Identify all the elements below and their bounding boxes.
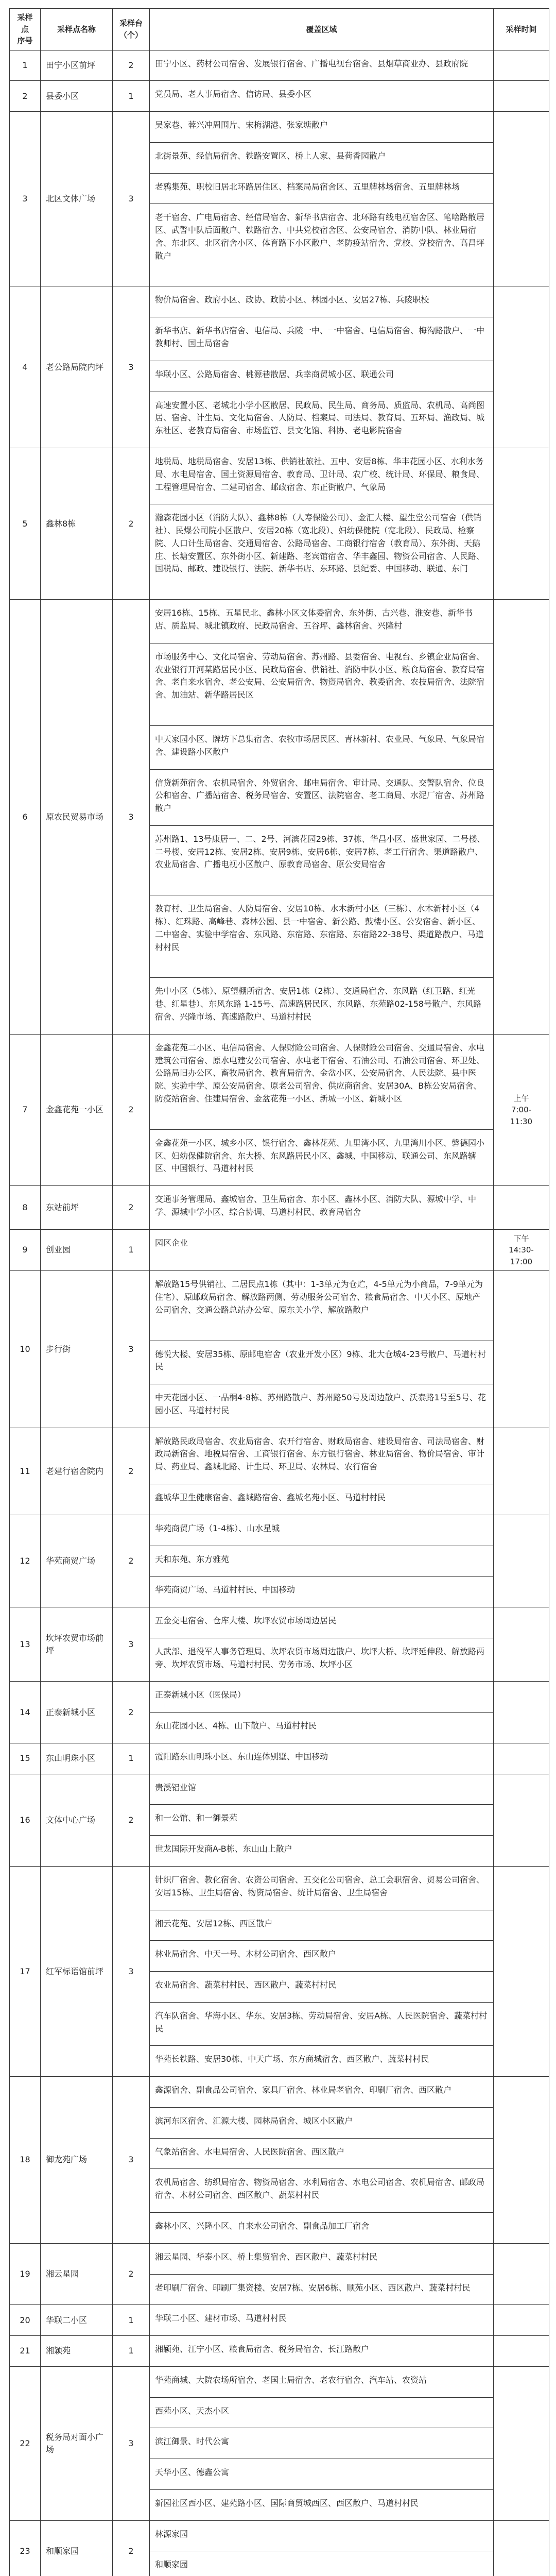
count-cell: 3 <box>113 1866 150 2076</box>
coverage-cell <box>150 286 494 448</box>
coverage-cell <box>150 1682 494 1743</box>
serial-cell: 4 <box>10 286 41 448</box>
serial-cell: 21 <box>10 2336 41 2367</box>
coverage-segment: 信贷新苑宿舍、农机局宿舍、外贸宿舍、邮电局宿舍、审计局、交通队、交警队宿舍、位良公和宿舍、广播站宿舍、税务局宿舍、安置区、法院宿舍、老工商局、水泥厂宿舍、苏州路散户 <box>150 770 493 826</box>
coverage-segment: 地税局、地税局宿舍、安居13栋、供销社旅社、五中、安居8栋、华丰花园小区、水利水务局、水电局宿舍、国土资源局宿舍、教育局、卫计局、农广校、统计局、环保局、粮食局、工程管理局宿舍、二建司宿舍、邮政宿舍、东正街散户、气象局 <box>150 448 493 504</box>
time-cell <box>494 600 549 1035</box>
coverage-segment: 针织厂宿舍、教化宿舍、农资公司宿舍、五交化公司宿舍、总工会职宿舍、贸易公司宿舍、安居15栋、卫生局宿舍、物资局宿舍、统计局宿舍、卫生局宿舍 <box>150 1867 493 1910</box>
table-row <box>10 1682 549 1743</box>
header-time: 采样时间 <box>494 9 549 50</box>
count-cell: 1 <box>113 2336 150 2367</box>
coverage-segment: 园区企业 <box>155 1238 188 1248</box>
site-name-cell: 鑫林8栋 <box>41 448 113 599</box>
coverage-segment: 先中小区（5栋）、原望棚所宿舍、安居1栋（2栋）、交通局宿舍、东风路（红卫路、红光巷、红星巷）、东风东路 1-15号、高速路居民区、东风路、东苑路02-158号散户、东风路宿舍、兴隆市场、高速路散户、马道村村民 <box>155 986 482 1022</box>
time-cell <box>494 1774 549 1866</box>
table-row <box>10 1774 549 1866</box>
coverage-segment: 党员局、老人事局宿舍、信访局、县委小区 <box>155 89 312 99</box>
serial-cell: 19 <box>10 2243 41 2305</box>
coverage-cell <box>150 1866 494 2076</box>
time-cell <box>494 50 549 81</box>
count-cell: 3 <box>113 286 150 448</box>
site-name-cell: 正泰新城小区 <box>41 1682 113 1743</box>
coverage-cell <box>150 1186 494 1230</box>
time-cell <box>494 2366 549 2520</box>
coverage-segment: 东山花园小区、4栋、山下散户、马道村村民 <box>155 1721 317 1731</box>
table-row <box>10 286 549 448</box>
site-name-cell: 湘颖苑 <box>41 2336 113 2367</box>
serial-cell: 15 <box>10 1743 41 1774</box>
count-cell: 2 <box>113 2243 150 2305</box>
time-cell <box>494 2243 549 2305</box>
serial-cell: 2 <box>10 81 41 112</box>
table-row <box>10 1229 549 1271</box>
site-name-cell: 金鑫花苑一小区 <box>41 1034 113 1185</box>
coverage-cell <box>150 600 494 1035</box>
coverage-cell <box>150 1607 494 1682</box>
coverage-cell <box>150 2243 494 2305</box>
time-cell <box>494 1515 549 1607</box>
table-row <box>10 1743 549 1774</box>
time-cell: 上午 7:00- 11:30 <box>494 1034 549 1185</box>
document <box>9 8 549 2576</box>
coverage-segment: 金鑫花苑二小区、电信局宿舍、人保财险公司宿舍、人保财险公司宿舍、交通局宿舍、水电建筑公司宿舍、原水电建安公司宿舍、水电老干宿舍、石油公司、石油公司宿舍、环卫处、公路局旧办公区、畜牧局宿舍、教育局宿舍、金盆小区、公安局宿舍、人民法院、县中医院、实验中学、原公安局宿舍、原老公司宿舍、供应商宿舍、安居30A、B栋公安局宿舍、防疫站宿舍、住建局宿舍、金盆花苑一小区、新城一小区、新城小区 <box>150 1035 493 1130</box>
coverage-segment: 世龙国际开发商A-B栋、东山山上散户 <box>155 1844 292 1854</box>
coverage-segment: 鑫林小区、兴隆小区、自来水公司宿舍、副食品加工厂宿舍 <box>155 2221 370 2231</box>
table-row <box>10 1515 549 1607</box>
coverage-segment: 安居16栋、15栋、五星民北、鑫林小区文体委宿舍、东外街、古兴巷、淮安巷、新华书店、质监局、城北镇政府、民政局宿舍、五谷坪、鑫林宿舍、兴隆村 <box>150 600 493 643</box>
coverage-segment: 滨江御景、时代公寓 <box>150 2428 493 2459</box>
header-site-name: 采样点名称 <box>41 9 113 50</box>
serial-cell: 11 <box>10 1428 41 1515</box>
coverage-cell <box>150 1515 494 1607</box>
site-name-cell: 北区文体广场 <box>41 112 113 286</box>
site-name-cell: 湘云星园 <box>41 2243 113 2305</box>
serial-cell: 23 <box>10 2520 41 2576</box>
coverage-segment: 天华小区、德鑫公寓 <box>150 2459 493 2490</box>
count-cell: 1 <box>113 2305 150 2336</box>
count-cell: 2 <box>113 1428 150 1515</box>
coverage-segment: 教育村、卫生局宿舍、人防局宿舍、安居10栋、水木新村小区（三栋）、水木新村小区（4栋）、红珠路、高峰巷、森林公园、县一中宿舍、新公路、鼓楼小区、公安宿舍、新小区、二中宿舍、实验中学宿舍、东风路、东宿路、东宿路、东宿路22-38号、渠道路散户、马道村村民 <box>150 895 493 978</box>
header-coverage: 覆盖区域 <box>150 9 494 50</box>
serial-cell: 3 <box>10 112 41 286</box>
site-name-cell: 华苑商贸广场 <box>41 1515 113 1607</box>
site-name-cell: 东山明珠小区 <box>41 1743 113 1774</box>
table-row <box>10 1607 549 1682</box>
coverage-cell <box>150 1271 494 1428</box>
table-row <box>10 2366 549 2520</box>
count-cell: 2 <box>113 1186 150 1230</box>
count-cell: 1 <box>113 1743 150 1774</box>
site-name-cell: 税务局对面小广场 <box>41 2366 113 2520</box>
coverage-segment: 北街景苑、经信局宿舍、铁路安置区、桥上人家、县荷香园散户 <box>150 143 493 174</box>
time-cell <box>494 1428 549 1515</box>
coverage-segment: 解放路民政局宿舍、农业局宿舍、农开行宿舍、财政局宿舍、建设局宿舍、司法局宿舍、财政局新宿舍、地税局宿舍、工商银行宿舍、东方银行宿舍、林业局宿舍、物价局宿舍、审计局、药业局、鑫城北路、计生局、环卫局、农林局、农行宿舍 <box>150 1428 493 1484</box>
count-cell: 1 <box>113 1229 150 1271</box>
count-cell: 3 <box>113 1271 150 1428</box>
coverage-segment: 湘云花苑、安居12栋、西区散户 <box>150 1910 493 1941</box>
table-row <box>10 600 549 1035</box>
site-name-cell: 文体中心广场 <box>41 1774 113 1866</box>
coverage-cell <box>150 2305 494 2336</box>
coverage-cell <box>150 1229 494 1271</box>
coverage-cell <box>150 1743 494 1774</box>
count-cell: 2 <box>113 1682 150 1743</box>
coverage-segment: 汽车队宿舍、华海小区、华东、安居3栋、劳动局宿舍、安居A栋、人民医院宿舍、蔬菜村村民 <box>150 2003 493 2046</box>
coverage-segment: 德悦大楼、安居35栋、原邮电宿舍（农业开发小区）9栋、北大仓城4-23号散户、马道村村民 <box>150 1341 493 1385</box>
serial-cell: 13 <box>10 1607 41 1682</box>
coverage-segment: 农机局宿舍、纺织局宿舍、物资局宿舍、水利局宿舍、水电公司宿舍、农机局宿舍、邮政局宿舍、木材公司宿舍、西区散户、蔬菜村村民 <box>150 2169 493 2213</box>
table-row <box>10 2336 549 2367</box>
coverage-segment: 高速安置小区、老城北小学小区散居、民政局、民生局、商务局、质监局、农机局、高尚图居、宿舍、计生局、文化局宿舍、人防局、档案局、司法局、教育局、五环局、渔政局、城东社区、老教育局宿舍、市场监管、县文化馆、科协、老电影院宿舍 <box>155 400 485 436</box>
count-cell: 1 <box>113 81 150 112</box>
table-row <box>10 448 549 599</box>
site-name-cell: 步行街 <box>41 1271 113 1428</box>
coverage-segment: 五金交电宿舍、仓库大楼、坎坪农贸市场周边居民 <box>150 1607 493 1638</box>
table-row <box>10 2243 549 2305</box>
serial-cell: 14 <box>10 1682 41 1743</box>
serial-cell: 7 <box>10 1034 41 1185</box>
site-name-cell: 田宁小区前坪 <box>41 50 113 81</box>
count-cell: 3 <box>113 600 150 1035</box>
table-header-row <box>10 9 549 50</box>
time-cell <box>494 2336 549 2367</box>
coverage-segment: 华苑长铁路、安居30栋、中天广场、东方商城宿舍、西区散户、蔬菜村村民 <box>155 2054 429 2064</box>
site-name-cell: 创业园 <box>41 1229 113 1271</box>
coverage-segment: 中天花园小区、一品桐4-8栋、苏州路散户、苏州路50号及周边散户、沃泰路1号至5号、花园小区、马道村村民 <box>155 1393 486 1415</box>
sampling-sites-table <box>9 8 549 2576</box>
serial-cell: 6 <box>10 600 41 1035</box>
table-row <box>10 1034 549 1185</box>
coverage-segment: 滨河东区宿舍、汇源大楼、园林局宿舍、城区小区散户 <box>150 2108 493 2139</box>
table-row <box>10 1186 549 1230</box>
coverage-segment: 中天家园小区、牌坊下总集宿舍、农牧市场居民区、青林新村、农业局、气象局、气象局宿舍、建设路小区散户 <box>150 726 493 770</box>
header-serial: 采样点 序号 <box>10 9 41 50</box>
coverage-segment: 鑫源宿舍、副食品公司宿舍、家具厂宿舍、林业局老宿舍、印刷厂宿舍、西区散户 <box>150 2077 493 2108</box>
table-row <box>10 81 549 112</box>
coverage-segment: 市场服务中心、文化局宿舍、劳动局宿舍、苏州路、县委宿舍、电视台、乡镇企业局宿舍、农业银行开河某路居民小区、民政局宿舍、供销社、消防中队小区、粮食局宿舍、教育局宿舍、老自来水宿舍、老公安局、公安局宿舍、物资局宿舍、教委宿舍、农技局宿舍、法院宿舍、加油站、新华路居民区 <box>150 643 493 726</box>
time-cell <box>494 448 549 599</box>
coverage-segment: 西苑小区、天杰小区 <box>150 2398 493 2429</box>
serial-cell: 17 <box>10 1866 41 2076</box>
coverage-segment: 华苑商城、大院农场所宿舍、老国土局宿舍、老农行宿舍、汽车站、农资站 <box>150 2367 493 2398</box>
table-row <box>10 2520 549 2576</box>
time-cell <box>494 1271 549 1428</box>
coverage-segment: 交通事务管理局、鑫城宿舍、卫生局宿舍、东小区、鑫林小区、消防大队、源城中学、中学、源城中学小区、综合协调、马道村村民、教育局宿舍 <box>155 1194 477 1217</box>
coverage-cell <box>150 1034 494 1185</box>
time-cell <box>494 286 549 448</box>
coverage-segment: 正泰新城小区（医保局） <box>150 1682 493 1713</box>
coverage-cell <box>150 1774 494 1866</box>
time-cell <box>494 81 549 112</box>
count-cell: 3 <box>113 2366 150 2520</box>
table-row <box>10 1866 549 2076</box>
coverage-segment: 老干宿舍、广电局宿舍、经信局宿舍、新华书店宿舍、北环路有线电视宿舍区、笔啥路散居区、武警中队后面散户、铁路宿舍、中共党校宿舍区、公安局宿舍、消防中队、林业局宿舍、东北区、北区宿舍小区、体育路下小区散户、老防疫站宿舍、党校、党校宿舍、高昌坪散户 <box>155 212 485 261</box>
coverage-segment: 气象站宿舍、水电局宿舍、人民医院宿舍、西区散户 <box>150 2139 493 2170</box>
table-row <box>10 50 549 81</box>
coverage-segment: 解放路15号供销社、二居民点1栋（其中：1-3单元为仓贮，4-5单元为小商品，7-9单元为住宅）、原邮政局宿舍、解放路两侧、劳动服务公司宿舍、粮食局宿舍、中天小区、原地产公司宿舍、交通公路总站办公室、原东关小学、解放路散户 <box>150 1271 493 1341</box>
site-name-cell: 县委小区 <box>41 81 113 112</box>
time-cell <box>494 1682 549 1743</box>
coverage-segment: 湘云星园、华泰小区、桥上集贸宿舍、西区散户、蔬菜村村民 <box>150 2244 493 2275</box>
count-cell: 3 <box>113 1607 150 1682</box>
site-name-cell: 老建行宿舍院内 <box>41 1428 113 1515</box>
count-cell: 3 <box>113 112 150 286</box>
coverage-segment: 湘颖苑、江宁小区、粮食局宿舍、税务局宿舍、长江路散户 <box>155 2344 370 2354</box>
coverage-segment: 华苑商贸广场（1-4栋）、山水星城 <box>150 1515 493 1546</box>
coverage-cell <box>150 2077 494 2244</box>
site-name-cell: 老公路局院内坪 <box>41 286 113 448</box>
time-cell <box>494 1607 549 1682</box>
time-cell: 下午 14:30- 17:00 <box>494 1229 549 1271</box>
serial-cell: 18 <box>10 2077 41 2244</box>
coverage-segment: 林业局宿舍、中天一号、木材公司宿舍、西区散户 <box>150 1941 493 1972</box>
coverage-cell <box>150 2336 494 2367</box>
coverage-segment: 物价局宿舍、政府小区、政协、政协小区、林园小区、安居27栋、兵陵职校 <box>150 286 493 317</box>
table-row <box>10 2077 549 2244</box>
coverage-segment: 老鸦集苑、职校旧居北环路居住区、档案局局宿舍区、五里牌林场宿舍、五里牌林场 <box>150 174 493 205</box>
coverage-segment: 华联小区、公路局宿舍、桃源巷散居、兵幸商贸城小区、联通公司 <box>150 361 493 392</box>
coverage-segment: 农业局宿舍、蔬菜村村民、西区散户、蔬菜村村民 <box>150 1972 493 2003</box>
time-cell <box>494 1866 549 2076</box>
table-row <box>10 112 549 286</box>
time-cell <box>494 1743 549 1774</box>
coverage-segment: 鑫城华卫生健康宿舍、鑫城路宿舍、鑫城名苑小区、马道村村民 <box>155 1492 386 1502</box>
coverage-segment: 华苑商贸广场、马道村村民、中国移动 <box>155 1585 296 1595</box>
coverage-cell <box>150 81 494 112</box>
coverage-segment: 瀚森花园小区（消防大队）、鑫林8栋（人寿保险公司）、金汇大楼、望生堂公司宿舍（供销社）、民爆公司院小区散户、安居20栋（宽北段）、妇幼保健院（宽北段）、民政局、检察院、人口计生局宿舍、交通局宿舍、公路局宿舍、工商银行宿舍（教育局）、东外街、天鹅庄、长塘安置区、东外街小区、新建路、老宾馆宿舍、华丰鑫园、物资公司宿舍、人民路、国税局、邮政、建设银行、法院、新华书店、东环路、县纪委、中国移动、联通、东门 <box>155 513 485 574</box>
time-cell <box>494 2305 549 2336</box>
table-row <box>10 1271 549 1428</box>
count-cell: 2 <box>113 50 150 81</box>
coverage-segment: 霞阳路东山明珠小区、东山连体别墅、中国移动 <box>155 1751 328 1761</box>
coverage-segment: 和一公馆、和一御景苑 <box>150 1805 493 1836</box>
count-cell: 2 <box>113 448 150 599</box>
count-cell: 2 <box>113 2520 150 2576</box>
serial-cell: 20 <box>10 2305 41 2336</box>
table-row <box>10 2305 549 2336</box>
coverage-cell <box>150 50 494 81</box>
coverage-segment: 新园社区西小区、建苑路小区、国际商贸城西区、西区散户、马道村村民 <box>155 2498 419 2508</box>
coverage-segment: 新华书店、新华书店宿舍、电信局、兵陵一中、一中宿舍、电信局宿舍、梅沟路散户、一中教师村、国土局宿舍 <box>150 317 493 361</box>
site-name-cell: 华联二小区 <box>41 2305 113 2336</box>
site-name-cell: 坎坪农贸市场前坪 <box>41 1607 113 1682</box>
coverage-segment: 吴家巷、蓉兴冲周围片、宋梅湖港、张家塘散户 <box>150 112 493 143</box>
serial-cell: 12 <box>10 1515 41 1607</box>
count-cell: 2 <box>113 1774 150 1866</box>
coverage-segment: 田宁小区、药材公司宿舍、发展银行宿舍、广播电视台宿舍、县烟草商业办、县政府院 <box>155 58 468 69</box>
time-cell <box>494 2077 549 2244</box>
coverage-segment: 贵溪铝业馆 <box>150 1774 493 1805</box>
serial-cell: 22 <box>10 2366 41 2520</box>
table-row <box>10 1428 549 1515</box>
coverage-cell <box>150 1428 494 1515</box>
site-name-cell: 原农民贸易市场 <box>41 600 113 1035</box>
serial-cell: 9 <box>10 1229 41 1271</box>
count-cell: 2 <box>113 1515 150 1607</box>
time-cell <box>494 112 549 286</box>
count-cell: 2 <box>113 1034 150 1185</box>
serial-cell: 1 <box>10 50 41 81</box>
coverage-cell <box>150 448 494 599</box>
site-name-cell: 东站前坪 <box>41 1186 113 1230</box>
serial-cell: 16 <box>10 1774 41 1866</box>
serial-cell: 8 <box>10 1186 41 1230</box>
site-name-cell: 红军标语馆前坪 <box>41 1866 113 2076</box>
coverage-segment: 金鑫花苑一小区、城乡小区、银行宿舍、鑫林花苑、九里湾小区、九里湾川小区、磐德园小区、妇幼保健院宿舍、东大桥、东风路居民小区、鑫城、中国移动、联通公司、东风路辖区、中国银行、马道村村民 <box>155 1138 485 1174</box>
coverage-segment: 林源家园 <box>150 2521 493 2552</box>
coverage-cell <box>150 2520 494 2576</box>
serial-cell: 5 <box>10 448 41 599</box>
count-cell: 3 <box>113 2077 150 2244</box>
coverage-cell <box>150 2366 494 2520</box>
header-count: 采样台 （个） <box>113 9 150 50</box>
coverage-segment: 苏州路1、13号康居一、二、2号、河滨花园29栋、37栋、华昌小区、盛世家园、二号楼、二号楼、安居12栋、安居2栋、安居9栋、安居6栋、安居7栋、老工行宿舍、渠道路散户、农业局宿舍、广播电视小区散户、原教育局宿舍、原公安局宿舍 <box>150 826 493 895</box>
time-cell <box>494 1186 549 1230</box>
site-name-cell: 御龙苑广场 <box>41 2077 113 2244</box>
coverage-segment: 华联二小区、建材市场、马道村村民 <box>155 2313 287 2324</box>
site-name-cell: 和顺家园 <box>41 2520 113 2576</box>
serial-cell: 10 <box>10 1271 41 1428</box>
coverage-segment: 和顺家园 <box>155 2560 188 2570</box>
time-cell <box>494 2520 549 2576</box>
coverage-cell <box>150 112 494 286</box>
table-body <box>10 50 549 2576</box>
coverage-segment: 天和东苑、东方雅苑 <box>150 1546 493 1577</box>
coverage-segment: 人武部、退役军人事务管理局、坎坪农贸市场周边散户、坎坪大桥、坎坪延伸段、解放路两旁、坎坪农贸市场、马道村村民、劳务市场、坎坪小区 <box>155 1646 485 1669</box>
coverage-segment: 老印刷厂宿舍、印刷厂集资楼、安居7栋、安居6栋、顺苑小区、西区散户、蔬菜村村民 <box>155 2282 471 2293</box>
